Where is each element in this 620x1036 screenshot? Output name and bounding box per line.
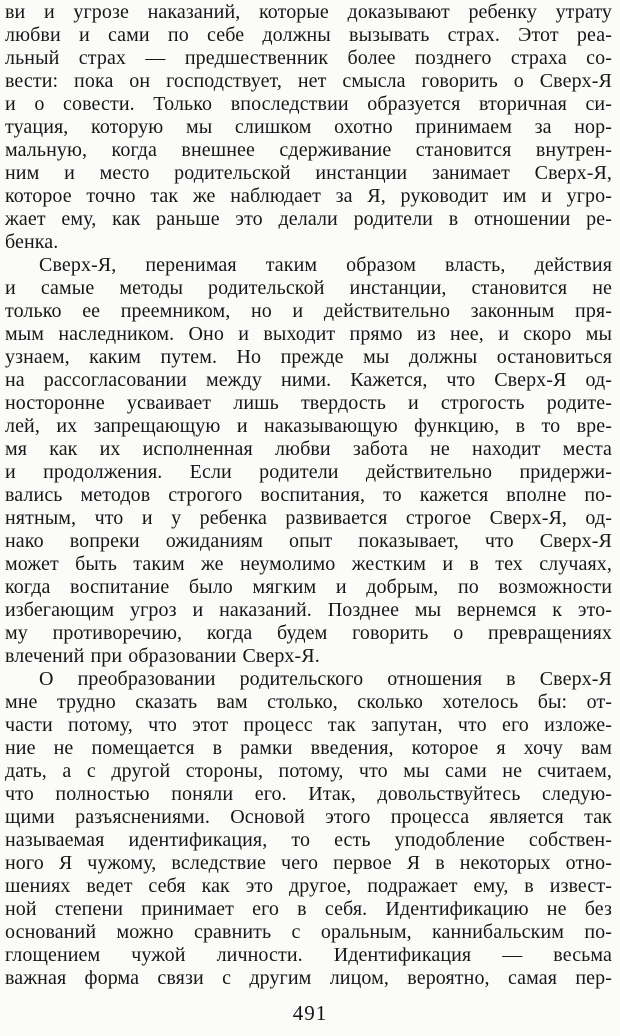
page-number: 491 (292, 1001, 328, 1025)
text-line: избегающим угроз и наказаний. Позднее мы вернемся к это- (5, 599, 612, 621)
text-line: Сверх-Я, перенимая таким образом власть, действия (39, 254, 612, 276)
text-line: любви и сами по себе должны вызывать страх. Этот реа- (5, 24, 612, 46)
text-line: что полностью поняли его. Итак, довольствуйтесь следую- (5, 783, 612, 805)
text-line: бенка. (5, 231, 59, 253)
text-line: щими разъяснениями. Основой этого процесса является так (5, 806, 612, 828)
text-line: носторонне усваивает лишь твердость и строгость родите- (5, 392, 612, 414)
text-line: ним и место родительской инстанции занимает Сверх-Я, (5, 162, 612, 184)
text-line: нако вопреки ожиданиям опыт показывает, что Сверх-Я (5, 530, 612, 552)
text-line: которое точно так же наблюдает за Я, руководит им и угро- (5, 185, 612, 207)
text-line: ного Я чужому, вследствие чего первое Я в некоторых отно- (5, 852, 612, 874)
text-line: дать, а с другой стороны, потому, что мы сами не считаем, (5, 760, 612, 782)
text-line: мым наследником. Оно и выходит прямо из нее, и скоро мы (5, 323, 612, 345)
text-line: глощением чужой личности. Идентификация — весьма (5, 944, 612, 966)
text-line: узнаем, каким путем. Но прежде мы должны остановиться (5, 346, 612, 368)
text-line: называемая идентификация, то есть уподобление собствен- (5, 829, 612, 851)
text-line: О преобразовании родительского отношения в Сверх-Я (39, 668, 612, 690)
text-line: жает ему, как раньше это делали родители в отношении ре- (5, 208, 612, 230)
text-line: когда воспитание было мягким и добрым, по возможности (5, 576, 612, 598)
text-line: мальную, когда внешнее сдерживание становится внутрен- (5, 139, 612, 161)
text-line: льный страх — предшественник более позднего страха со- (5, 47, 612, 69)
text-line: важная форма связи с другим лицом, вероятно, самая пер- (5, 967, 612, 989)
text-line: шениях ведет себя как это другое, подражает ему, в извест- (5, 875, 612, 897)
text-line: вались методов строгого воспитания, то кажется вполне по- (5, 484, 612, 506)
text-line: ние не помещается в рамки введения, которое я хочу вам (5, 737, 612, 759)
page-text-block (5, 1, 612, 990)
text-line: нятным, что и у ребенка развивается строгое Сверх-Я, од- (5, 507, 612, 529)
text-line: и продолжения. Если родители действительно придержи- (5, 461, 612, 483)
text-line: му противоречию, когда будем говорить о превращениях (5, 622, 612, 644)
text-line: только ее преемником, но и действительно законным пря- (5, 300, 612, 322)
text-line: ви и угрозе наказаний, которые доказывают ребенку утрату (5, 1, 612, 23)
text-line: и самые методы родительской инстанции, становится не (5, 277, 612, 299)
text-line: может быть таким же неумолимо жестким и в тех случаях, (5, 553, 612, 575)
text-line: лей, их запрещающую и наказывающую функцию, в то вре- (5, 415, 612, 437)
text-line: оснований можно сравнить с оральным, каннибальским по- (5, 921, 612, 943)
text-line: влечений при образовании Сверх-Я. (5, 645, 320, 667)
text-line: части потому, что этот процесс так запутан, что его изложе- (5, 714, 612, 736)
text-line: ной степени принимает его в себя. Идентификацию не без (5, 898, 612, 920)
text-line: вести: пока он господствует, нет смысла говорить о Сверх-Я (5, 70, 612, 92)
text-line: на рассогласовании между ними. Кажется, что Сверх-Я од- (5, 369, 612, 391)
text-line: туация, которую мы слишком охотно принимаем за нор- (5, 116, 612, 138)
text-line: мя как их исполненная любви забота не находит места (5, 438, 612, 460)
text-line: мне трудно сказать вам столько, сколько хотелось бы: от- (5, 691, 612, 713)
text-line: и о совести. Только впоследствии образуется вторичная си- (5, 93, 612, 115)
